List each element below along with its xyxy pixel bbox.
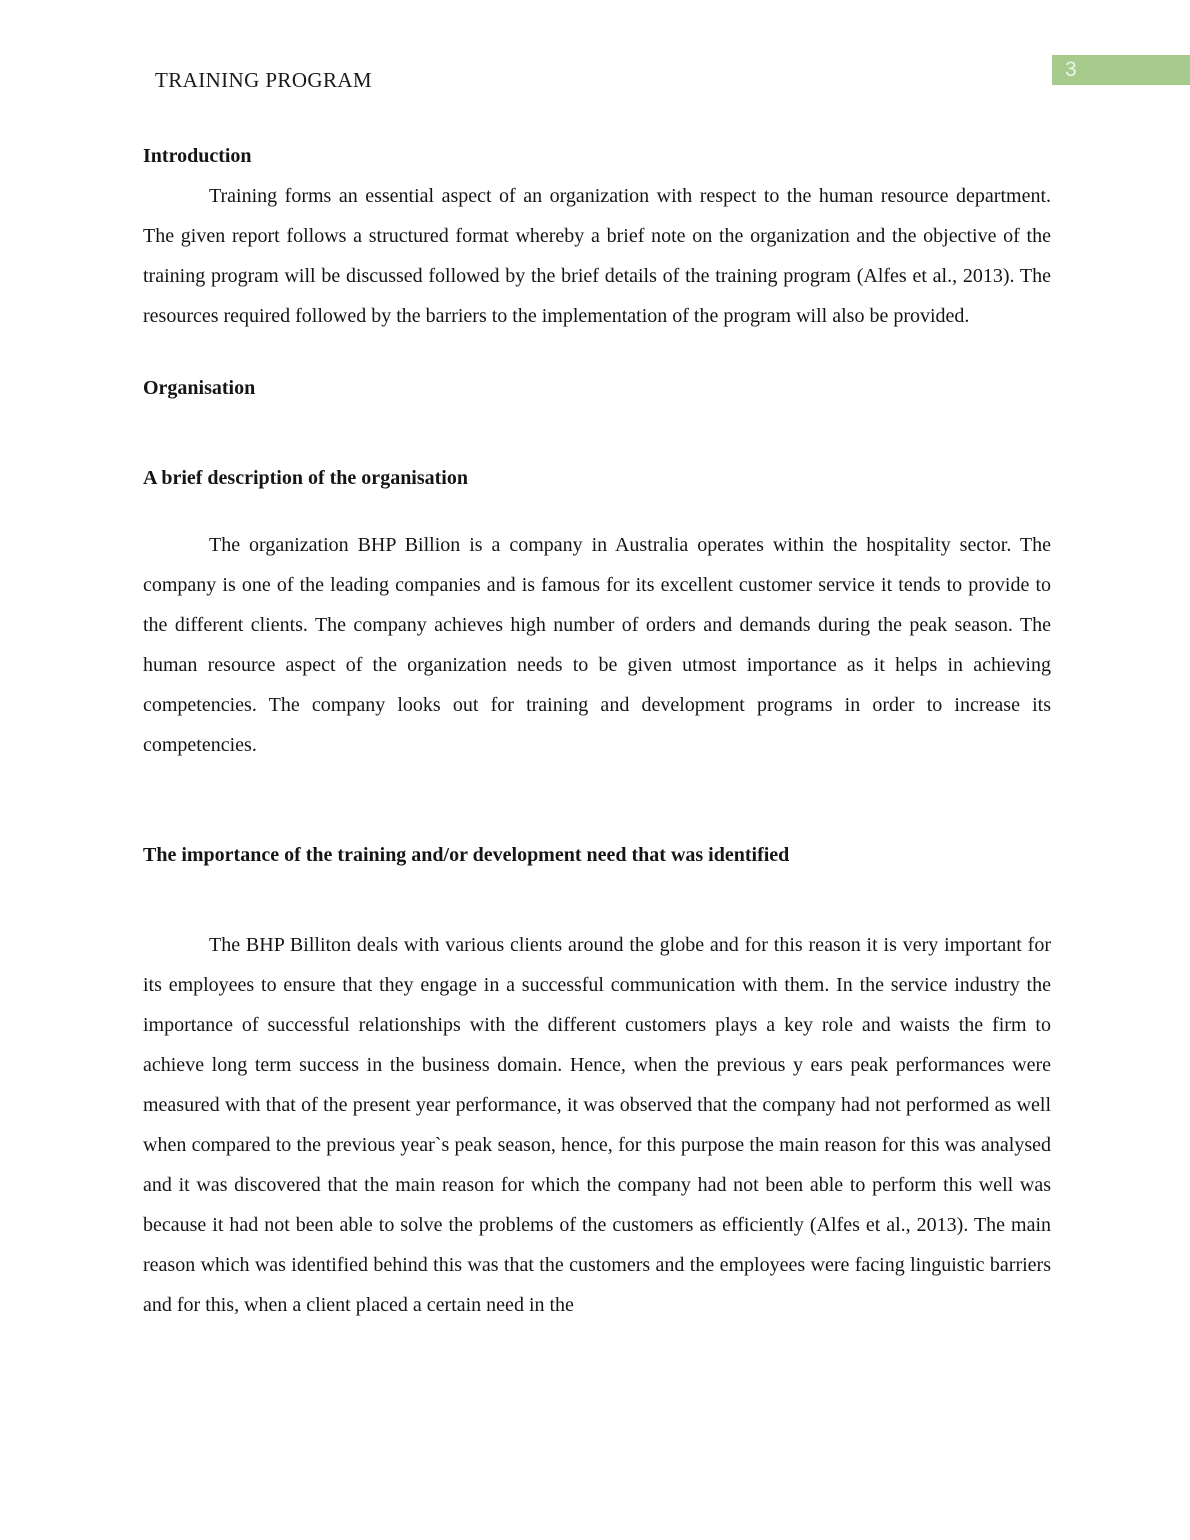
paragraph-introduction: Training forms an essential aspect of an organization with respect to the human resource department. The given report follows a structured format whereby a brief note on the organization and the objective of the training program will be discussed followed by the brief details of the training program (Alfes et al., 2013). The resources required followed by the barriers to the implementation of the program will also be provided. — [143, 185, 1051, 327]
section-heading-importance-of-training: The importance of the training and/or development need that was identified — [143, 844, 790, 866]
section-heading-brief-description: A brief description of the organisation — [143, 467, 468, 489]
paragraph-importance-of-training: The BHP Billiton deals with various clients around the globe and for this reason it is very important for its employees to ensure that they engage in a successful communication with them. In the service industry the importance of successful relationships with the different customers plays a key role and waists the firm to achieve long term success in the business domain. Hence, when the previous y ears peak performances were measured with that of the present year performance, it was observed that the company had not performed as well when compared to the previous year`s peak season, hence, for this purpose the main reason for this was analysed and it was discovered that the main reason for which the company had not been able to perform this well was because it had not been able to solve the problems of the customers as efficiently (Alfes et al., 2013). The main reason which was identified behind this was that the customers and the employees were facing linguistic barriers and for this, when a client placed a certain need in the — [143, 934, 1051, 1316]
section-heading-introduction: Introduction — [143, 145, 252, 167]
running-head: TRAINING PROGRAM — [155, 68, 372, 92]
document-body — [143, 136, 1051, 1325]
paragraph-brief-description: The organization BHP Billion is a company in Australia operates within the hospitality sector. The company is one of the leading companies and is famous for its excellent customer service it tends to provide to the different clients. The company achieves high number of orders and demands during the peak season. The human resource aspect of the organization needs to be given utmost importance as it helps in achieving competencies. The company looks out for training and development programs in order to increase its competencies. — [143, 534, 1051, 756]
section-heading-organisation: Organisation — [143, 377, 256, 399]
page-number-badge: 3 — [1052, 55, 1190, 85]
